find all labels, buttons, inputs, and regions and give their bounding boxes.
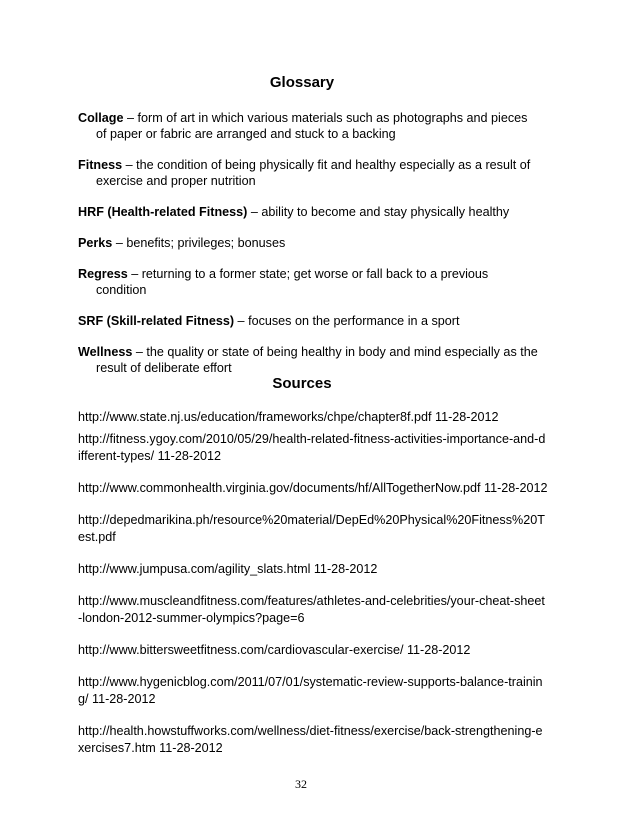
glossary-entry bbox=[78, 157, 538, 189]
source-link[interactable]: http://fitness.ygoy.com/2010/05/29/health-related-fitness-activities-importance-and-different-types/ 11-28-2012 bbox=[78, 432, 546, 463]
glossary-term: Collage bbox=[78, 111, 124, 125]
glossary-entry bbox=[78, 313, 538, 329]
glossary-heading: Glossary bbox=[269, 74, 335, 91]
glossary-term: HRF (Health-related Fitness) bbox=[78, 205, 248, 219]
glossary-term: Fitness bbox=[78, 158, 123, 172]
sources-list bbox=[78, 409, 548, 772]
glossary-definition: benefits; privileges; bonuses bbox=[126, 236, 286, 250]
separator: – bbox=[122, 158, 137, 172]
glossary-term: Perks bbox=[78, 236, 113, 250]
glossary-entry bbox=[78, 235, 538, 251]
separator: – bbox=[127, 267, 142, 281]
source-link[interactable]: http://depedmarikina.ph/resource%20material/DepEd%20Physical%20Fitness%20Test.pdf bbox=[78, 513, 545, 544]
glossary-term: Regress bbox=[78, 267, 128, 281]
glossary-definition: the quality or state of being healthy in body and mind especially as the result of deliberate effort bbox=[96, 345, 538, 375]
source-link[interactable]: http://www.jumpusa.com/agility_slats.html 11-28-2012 bbox=[78, 562, 378, 576]
source-link[interactable]: http://www.muscleandfitness.com/features/athletes-and-celebrities/your-cheat-sheet-london-2012-summer-olympics?page=6 bbox=[78, 594, 545, 625]
separator: – bbox=[132, 345, 147, 359]
glossary-entry bbox=[78, 266, 538, 298]
separator: – bbox=[247, 205, 262, 219]
separator: – bbox=[234, 314, 249, 328]
glossary-definition: ability to become and stay physically healthy bbox=[261, 205, 510, 219]
page-number: 32 bbox=[295, 777, 307, 791]
source-link[interactable]: http://www.hygenicblog.com/2011/07/01/systematic-review-supports-balance-training/ 11-28-2012 bbox=[78, 675, 543, 706]
source-link[interactable]: http://www.bittersweetfitness.com/cardiovascular-exercise/ 11-28-2012 bbox=[78, 643, 471, 657]
glossary-list bbox=[78, 110, 538, 376]
glossary-definition: form of art in which various materials such as photographs and pieces of paper or fabric are arranged and stuck to a backing bbox=[96, 111, 528, 141]
glossary-entry bbox=[78, 110, 538, 142]
glossary-term: Wellness bbox=[78, 345, 133, 359]
sources-heading: Sources bbox=[272, 375, 332, 392]
glossary-entry bbox=[78, 344, 538, 376]
source-link[interactable]: http://health.howstuffworks.com/wellness/diet-fitness/exercise/back-strengthening-exercises7.htm 11-28-2012 bbox=[78, 724, 543, 755]
glossary-term: SRF (Skill-related Fitness) bbox=[78, 314, 235, 328]
separator: – bbox=[112, 236, 127, 250]
glossary-definition: focuses on the performance in a sport bbox=[248, 314, 460, 328]
glossary-definition: returning to a former state; get worse or fall back to a previous condition bbox=[96, 267, 489, 297]
separator: – bbox=[123, 111, 138, 125]
source-link[interactable]: http://www.commonhealth.virginia.gov/documents/hf/AllTogetherNow.pdf 11-28-2012 bbox=[78, 481, 548, 495]
glossary-entry bbox=[78, 204, 538, 220]
glossary-definition: the condition of being physically fit and healthy especially as a result of exercise and proper nutrition bbox=[96, 158, 531, 188]
source-link[interactable]: http://www.state.nj.us/education/frameworks/chpe/chapter8f.pdf 11-28-2012 bbox=[78, 410, 499, 424]
